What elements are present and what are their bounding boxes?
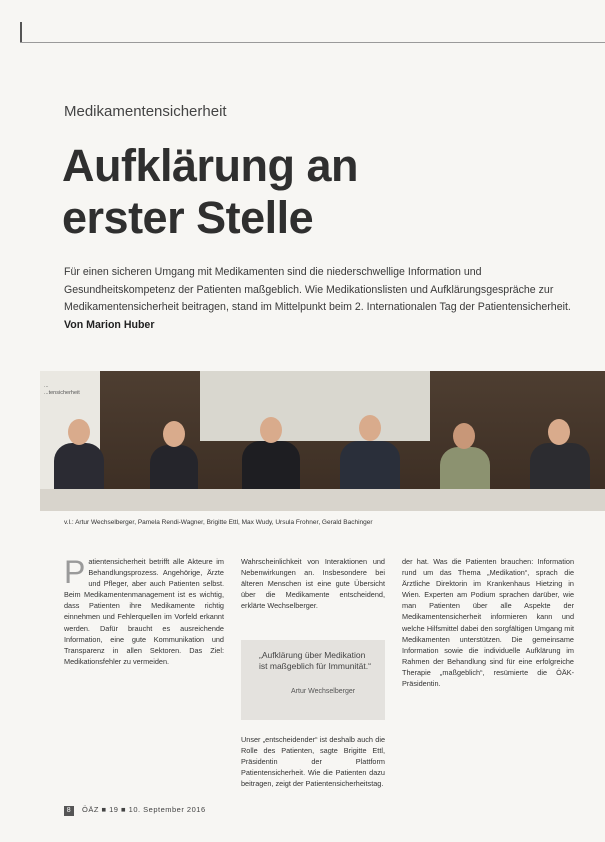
column-3-text: der hat. Was die Patienten brauchen: Information rund um das Thema „Medikation“, sprach die Ärztliche Direktorin im Krankenhaus Hietzing in Wien. Experten am Podium sprachen darüber, wie man Patienten über alle Aspekte der Medikamentensicherheit informieren kann und welche Hilfsmittel dabei den sorgfältigen Umgang mit Medikamenten unterstützen. Die gemeinsame Information sowie die individuelle Aufklärung im Rahmen der Behandlung sind für eine erfolgreiche Therapie „maßgeblich“, resümierte die ÖÄK-Präsidentin.: [402, 557, 574, 689]
page-footer: [64, 805, 206, 816]
panelist-2-head: [163, 421, 185, 447]
panelist-4-head: [359, 415, 381, 441]
photo-caption: v.l.: Artur Wechselberger, Pamela Rendi-Wagner, Brigitte Ettl, Max Wudy, Ursula Frohner, Gerald Bachinger: [64, 519, 373, 526]
panel-table: [40, 489, 605, 511]
header-rule: [20, 42, 605, 43]
column-1-text: atientensicherheit betrifft alle Akteure im Behandlungsprozess. Angehörige, Ärzte und Pfleger, aber auch Patienten selbst. Beim Medikamentenmanagement ist es wichtig, dass Patienten ihre Medikamente richtig einnehmen und Fehlerquellen im Vorfeld erkannt werden. Dafür braucht es ausreichende Information, eine gute Kommunikation und Transparenz in allen Sektoren. Das Ziel: Medikationsfehler zu vermeiden.: [64, 557, 224, 666]
margin-mark: [20, 22, 22, 42]
headline-line-1: Aufklärung an: [62, 140, 359, 191]
lead-paragraph: [64, 264, 576, 334]
column-1: [64, 556, 224, 667]
column-2b: [241, 734, 385, 789]
quote-author: Artur Wechselberger: [291, 688, 356, 695]
byline: Von Marion Huber: [64, 318, 155, 331]
page-number: 8: [64, 806, 74, 816]
panelist-5-head: [453, 423, 475, 449]
quote-text: „Aufklärung über Medikation ist maßgeblich für Immunität.“: [259, 650, 371, 671]
projection-screen: [200, 371, 430, 441]
headline-line-2: erster Stelle: [62, 192, 314, 243]
lead-text: Für einen sicheren Umgang mit Medikamenten sind die niederschwellige Information und Gesundheitskompetenz der Patienten maßgeblich. Wie Medikationslisten und Aufklärungsgespräche zur Medikamentensicherheit beitragen, stand im Mittelpunkt beim 2. Internationalen Tag der Patientensicherheit.: [64, 266, 571, 313]
issue-info: ÖÄZ ■ 19 ■ 10. September 2016: [82, 805, 206, 814]
column-2b-text: Unser „entscheidender“ ist deshalb auch die Rolle des Patienten, sagte Brigitte Ettl, Präsidentin der Plattform Patientensicherheit. Wie die Patienten dazu beitragen, zeigt der Patientensicherheitstag.: [241, 735, 385, 789]
panelist-6-head: [548, 419, 570, 445]
column-2: [241, 556, 385, 611]
pull-quote: [241, 640, 385, 720]
column-2-text: Wahrscheinlichkeit von Interaktionen und Nebenwirkungen an. Insbesondere bei älteren Menschen ist eine gute Übersicht über die Medikamente entscheidend, erklärte Wechselberger.: [241, 557, 385, 611]
panelist-3-head: [260, 417, 282, 443]
drop-cap: P: [64, 554, 86, 590]
section-kicker: Medikamentensicherheit: [64, 103, 227, 120]
column-3: [402, 556, 574, 689]
article-headline: [62, 140, 358, 244]
panelist-1-head: [68, 419, 90, 445]
banner-text: ... ...tensicherheit: [44, 383, 80, 396]
panel-photo: [40, 371, 605, 511]
